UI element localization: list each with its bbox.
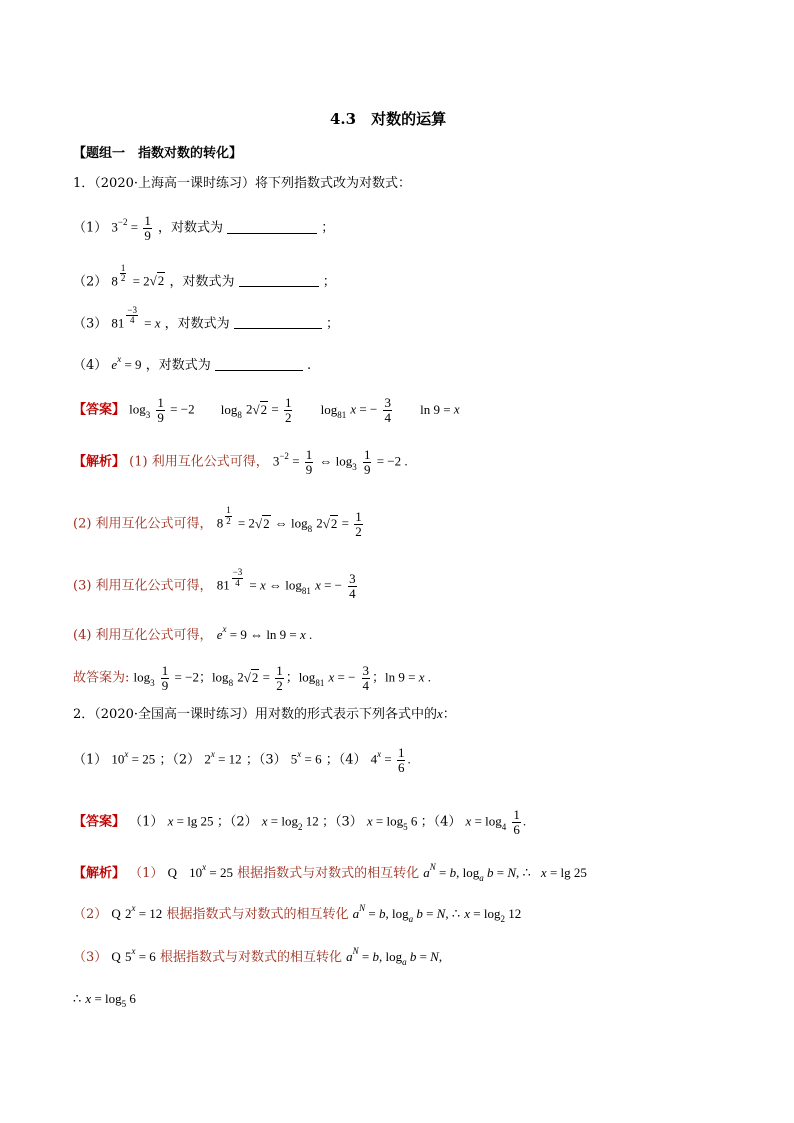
part-label: （2） [73,274,108,290]
q1-analysis-3: (3) 利用互化公式可得， 81 $\frac{-3}{4}$ = x ⇔ $\log_{81} x$ = − $\frac{3}{4}$ [73,567,356,601]
punct: ； [321,220,335,236]
therefore-symbol: ∴ [451,906,461,921]
q1-part-4: （4） $e^x = 9$ ，对数式为 . [73,354,312,373]
part-label: （3） [73,316,108,332]
q2-analysis-3-result: ∴ $x = \log_5 6$ [73,991,136,1009]
analysis-text: (1) 利用互化公式可得， [129,454,269,470]
rule-text: 根据指数式与对数式的相互转化 [237,866,420,881]
part-label: ；（3） [321,814,363,830]
rule-text: 根据指数式与对数式的相互转化 [159,950,342,965]
q2-analysis-2: （2） Q $2^x = 12$ 根据指数式与对数式的相互转化 $a^N = b$, $\log_a b = N$, ∴ $x = \log_2 12$ [73,903,522,924]
part-label: ；（2） [159,752,201,768]
part-label: （1） [129,814,164,830]
part-text: ，对数式为 [169,274,235,290]
analysis-text: (3) 利用互化公式可得， [73,578,213,594]
q1-summary: 故答案为: $\log_3$ $\frac{1}{9}$ = −2；$\log_8 2√2$ = $\frac{1}{2}$ ；$\log_{81} x$ = − $\frac{3}{4}$ ；ln 9 = x . [73,663,432,693]
answer-tag: 【答案】 [73,814,126,830]
therefore-symbol: ∴ [73,991,82,1006]
answer-blank[interactable] [234,316,322,329]
answer-blank[interactable] [239,274,319,287]
part-label: （2） [73,907,108,922]
q2-answer: 【答案】 （1） x = lg 25 ；（2） $x = \log_2 12$ ；（3） $x = \log_5 6$ ；（4） $x = \log_4$ $\frac{1}{6}$ . [73,807,527,837]
part-label: （1） [129,866,164,881]
q1-part-1: （1） $3^{-2}$ = $\frac{1}{9}$ ，对数式为 ； [73,213,335,243]
rule-text: 根据指数式与对数式的相互转化 [166,907,349,922]
part-text: ，对数式为 [164,316,230,332]
q2-stem-text: 2．（2020·全国高一课时练习）用对数的形式表示下列各式中的 [73,707,437,722]
q1-analysis-1: 【解析】 (1) 利用互化公式可得， $3^{-2}$ = $\frac{1}{9}$ ⇔ $\log_3$ $\frac{1}{9}$ = −2 . [73,447,408,477]
part-text: ，对数式为 [157,220,223,236]
therefore-symbol: ∴ [522,865,531,880]
punct: . [306,358,312,373]
part-label: （1） [73,220,108,236]
group-heading: 【题组一 指数对数的转化】 [73,146,243,161]
page-title: 4.3 对数的运算 [330,110,447,128]
part-label: （3） [73,950,108,965]
part-label: ；（2） [216,814,258,830]
part-label: ；（3） [245,752,287,768]
answer-blank[interactable] [215,358,303,371]
part-label: （1） [73,752,108,768]
analysis-tag: 【解析】 [73,866,126,881]
q1-part-3: （3） 81 $\frac{-3}{4}$ = x ，对数式为 ； [73,305,339,332]
analysis-text: (4) 利用互化公式可得， [73,628,213,643]
q1-stem: 1．（2020·上海高一课时练习）将下列指数式改为对数式： [73,176,411,191]
analysis-text: (2) 利用互化公式可得， [73,516,213,532]
q2-parts: （1） $10^x = 25$ ；（2） $2^x = 12$ ；（3） $5^x = 6$ ；（4） $4^x$ = $\frac{1}{6}$ . [73,745,411,775]
part-label: ；（4） [420,814,462,830]
because-symbol: Q [167,865,177,880]
part-text: ，对数式为 [145,358,211,373]
summary-label: 故答案为: [73,670,134,686]
punct: ； [325,316,339,332]
answer-tag: 【答案】 [73,402,126,418]
punct: ； [322,274,336,290]
punct: ： [442,707,456,722]
q1-answer: 【答案】 $\log_3$ $\frac{1}{9}$ = −2 $\log_8 2√2$ = $\frac{1}{2}$ $\log_{81} x$ = − $\frac{3}{4}$ ln 9 = x [73,395,460,425]
q1-part-2: （2） 8 $\frac{1}{2}$ = 2√2 ，对数式为 ； [73,263,336,290]
part-label: （4） [73,358,108,373]
q1-analysis-2: (2) 利用互化公式可得， 8 $\frac{1}{2}$ = 2√2 ⇔ $\log_8 2√2$ = $\frac{1}{2}$ [73,505,362,539]
q1-analysis-4: (4) 利用互化公式可得， $e^x = 9$ ⇔ ln 9 = x . [73,624,313,643]
q2-analysis-3: （3） Q $5^x = 6$ 根据指数式与对数式的相互转化 $a^N = b$, $\log_a b = N$, [73,946,443,967]
q2-stem [73,707,456,721]
because-symbol: Q [111,949,121,964]
q2-analysis-1: 【解析】 （1） Q $10^x = 25$ 根据指数式与对数式的相互转化 $a^N = b$, $\log_a b = N$, ∴ x = lg 25 [73,862,587,883]
because-symbol: Q [111,906,121,921]
answer-blank[interactable] [227,221,317,234]
part-label: ；（4） [325,752,367,768]
q2-stem-var: x [437,706,443,721]
analysis-tag: 【解析】 [73,454,126,470]
